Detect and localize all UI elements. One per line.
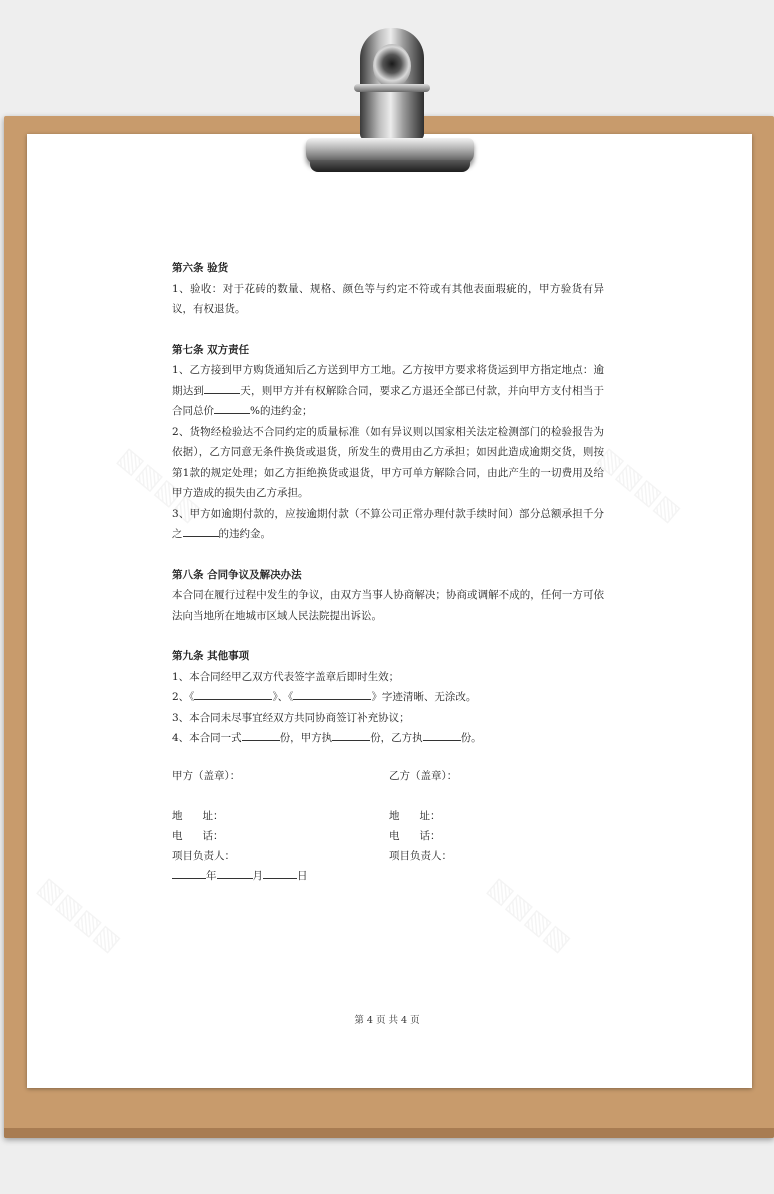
party-b-manager-label: 项目负责人： [389,850,452,862]
clip-base [310,160,470,172]
clause-paragraph: 1、本合同经甲乙双方代表签字盖章后即时生效； [172,670,400,683]
clause-paragraph: 1、验收：对于花砖的数量、规格、颜色等与约定不符或有其他表面瑕疵的，甲方验货有异议，有权退货。 [172,282,604,315]
fill-blank [293,687,371,700]
party-a-manager-label: 项目负责人： [172,850,235,862]
clause-paragraph [172,504,604,545]
clause-text: 的违约金。 [218,528,271,540]
section-title: 第七条 双方责任 [172,343,250,356]
party-a-phone-label: 电 话： [172,830,224,842]
party-a-seal-label: 甲方（盖章）： [172,770,241,782]
section-title: 第八条 合同争议及解决办法 [172,568,302,581]
party-b-phone-label: 电 话： [389,830,441,842]
clause-text: 天，则甲方并有权解除合同，要求乙方退还全部已付款，并向甲方支付相当于合同总价 [172,384,604,417]
clause-text: 份，乙方执 [370,732,423,744]
clause-text: 》、《 [272,691,294,703]
clip-hole [373,44,411,88]
clause-paragraph [172,360,604,422]
clause-paragraph [172,728,604,749]
fill-blank [423,728,461,741]
clause-text: 份，甲方执 [279,732,333,744]
clause-text: %的违约金； [250,405,313,417]
watermark: ▧▧▧▧ [591,441,687,529]
day-blank [263,866,297,879]
clause-paragraph: 3、本合同未尽事宜经双方共同协商签订补充协议； [172,711,410,724]
clause-paragraph: 2、货物经检验达不合同约定的质量标准（如有异议则以国家相关法定检测部门的检验报告为依据），乙方同意无条件换货或退货，所发生的费用由乙方承担；如因此造成逾期交货，则按第1款的规定处理；如乙方拒绝换货或退货，甲方可单方解除合同，由此产生的一切费用及给甲方造成的损失由乙方承担。 [172,425,604,499]
month-blank [217,866,253,879]
clip-wire [354,84,430,92]
clause-paragraph [172,687,604,708]
clause-text: 》字迹清晰、无涂改。 [371,691,477,703]
clause-text: 1、乙方接到甲方购货通知后乙方送到甲方工地。乙方按甲方要求将货运到甲方指定地点：逾期达到 [172,364,604,397]
party-b-seal-label: 乙方（盖章）： [389,770,458,782]
clause-text: 2、《 [172,691,195,703]
clipboard-edge [4,1128,774,1138]
date-line [172,866,308,887]
section-title: 第六条 验货 [172,262,229,274]
fill-blank [332,728,370,741]
party-b-address-label: 地 址： [389,810,441,822]
contract-body [172,258,604,749]
clause-text: 3、甲方如逾期付款的，应按逾期付款（不算公司正常办理付款手续时间）部分总额承担千分之 [172,507,604,540]
fill-blank [242,728,280,741]
section-title: 第九条 其他事项 [172,650,250,662]
clause-text: 4、本合同一式 [172,732,242,744]
clause-text: 份。 [460,732,482,744]
fill-blank [183,524,219,537]
watermark: ▧▧▧▧ [111,441,207,529]
day-label: 日 [297,870,308,882]
year-blank [172,866,206,879]
clause-paragraph: 本合同在履行过程中发生的争议，由双方当事人协商解决；协商或调解不成的，任何一方可依法向当地所在地城市区域人民法院提出诉讼。 [172,589,604,622]
fill-blank [214,401,250,414]
month-label: 月 [252,870,263,882]
watermark: ▧▧▧▧ [31,871,127,959]
watermark: ▧▧▧▧ [481,871,577,959]
fill-blank [194,687,272,700]
fill-blank [204,381,240,394]
year-label: 年 [206,870,217,882]
page-number: 第 4 页 共 4 页 [354,1015,420,1026]
party-a-address-label: 地 址： [172,810,224,822]
